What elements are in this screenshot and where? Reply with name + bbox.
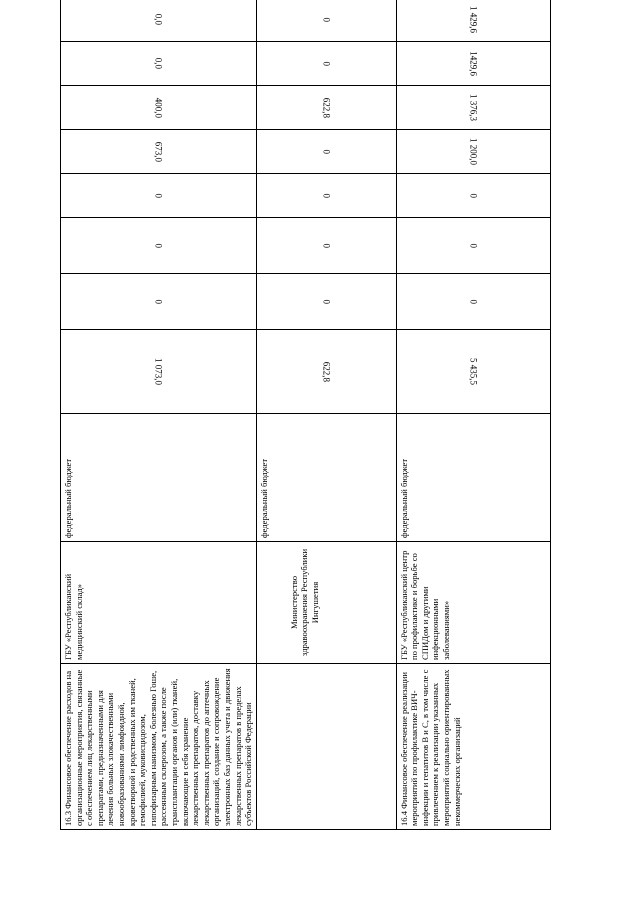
value-cell: 0,0 — [61, 0, 257, 42]
value-cell: 0 — [61, 274, 257, 330]
value-cell: 0 — [396, 274, 550, 330]
executor-cell: ГБУ «Республиканский центр по профилактике и борьбе со СПИДом и другими инфекционными заболеваниями» — [396, 542, 550, 664]
value-cell: 622,8 — [256, 330, 396, 414]
value-cell: 5 435,5 — [396, 330, 550, 414]
value-cell: 0 — [256, 42, 396, 86]
value-cell: 0 — [61, 218, 257, 274]
value-cell: 0 — [256, 130, 396, 174]
budget-table — [60, 0, 551, 830]
measure-name-cell: 16.3 Финансовое обеспечение расходов на организационные мероприятия, связанные с обеспечением лиц лекарственными препаратами, предназначенными для лечения больных злокачественными новообразованиями лимфоидной, кроветворной и родственных им тканей, гемофилией, муковисцидозом, гипофизарным нанизмом, болезнью Гоше, рассеянным склерозом, а также после трансплантации органов и (или) тканей, включающие в себя хранение лекарственных препаратов, доставку лекарственных препаратов до аптечных организаций, создание и сопровождение электронных баз данных учета и движения лекарственных препаратов в пределах субъектов Российской Федерации — [61, 664, 257, 830]
source-cell: федеральный бюджет — [396, 414, 550, 542]
value-cell: 0 — [396, 174, 550, 218]
value-cell: 673,0 — [61, 130, 257, 174]
source-cell: федеральный бюджет — [61, 414, 257, 542]
table-row — [61, 0, 257, 830]
value-cell: 1429,6 — [396, 42, 550, 86]
table-row — [396, 0, 550, 830]
value-cell: 0 — [256, 218, 396, 274]
value-cell: 0 — [256, 0, 396, 42]
value-cell: 0,0 — [61, 42, 257, 86]
value-cell: 400,0 — [61, 86, 257, 130]
measure-name-cell: 16.4 Финансовое обеспечение реализации мероприятий по профилактике ВИЧ-инфекции и гепатитов В и С, в том числе с привлечением к реализации указанных мероприятий социально ориентированных некоммерческих организаций — [396, 664, 550, 830]
value-cell: 0 — [61, 174, 257, 218]
value-cell: 622,8 — [256, 86, 396, 130]
rotated-page — [60, 6, 500, 830]
value-cell: 0 — [256, 274, 396, 330]
value-cell: 0 — [256, 174, 396, 218]
value-cell: 1 200,0 — [396, 130, 550, 174]
value-cell: 0 — [396, 218, 550, 274]
value-cell: 1 376,3 — [396, 86, 550, 130]
source-cell: федеральный бюджет — [256, 414, 396, 542]
table-row — [256, 0, 396, 830]
value-cell: 1 073,0 — [61, 330, 257, 414]
executor-cell: ГБУ «Республиканский медицинский склад» — [61, 542, 257, 664]
executor-cell: Министерство здравоохранения Республики Ингушетия — [256, 542, 396, 664]
value-cell: 1 429,6 — [396, 0, 550, 42]
measure-name-cell — [256, 664, 396, 830]
